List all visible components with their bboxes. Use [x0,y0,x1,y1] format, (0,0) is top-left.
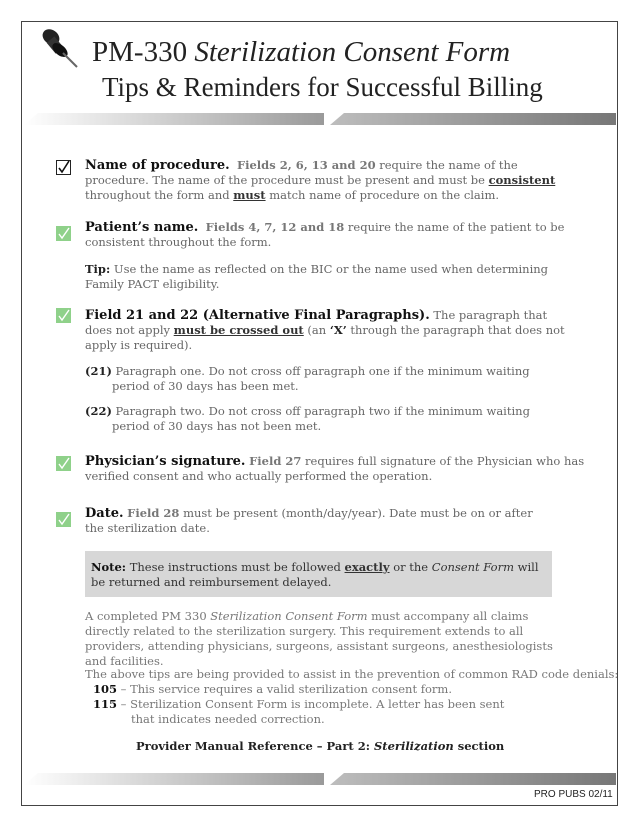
rad-codes-intro: The above tips are being provided to assist in the prevention of common RAD code denials: [85,667,619,681]
checkbox-green-icon [56,308,71,323]
patient-tip: Tip: Use the name as reflected on the BIC or the name used when determining Family PACT eligibility. [85,262,549,291]
top-left-bar [24,113,324,125]
bottom-left-bar [24,773,324,785]
checkbox-checked-icon [56,160,71,175]
section-physician: Physician’s signature. Field 27 requires full signature of the Physician who has verified consent and who actually performed the operation. [85,454,585,483]
paragraph-21: (21) Paragraph one. Do not cross off paragraph one if the minimum waiting period of 30 days has been met. [85,364,530,393]
page-subtitle: Tips & Reminders for Successful Billing [102,72,543,102]
section-procedure: Name of procedure. Fields 2, 6, 13 and 20 require the name of the procedure. The name of the procedure must be present and must be consistent throughout the form and must match name of procedure on the claim. [85,158,556,202]
checkbox-green-icon [56,512,71,527]
top-right-bar [330,113,616,125]
section-patient: Patient’s name. Fields 4, 7, 12 and 18 require the name of the patient to be consistent throughout the form. [85,220,565,249]
manual-reference: Provider Manual Reference – Part 2: Sterilization section [136,739,505,753]
note-box: Note: These instructions must be followed exactly or the Consent Form will be returned and reimbursement delayed. [85,551,552,597]
checkbox-green-icon [56,226,71,241]
rad-code-105: 105 – This service requires a valid sterilization consent form. [93,682,452,696]
footer-pubs: PRO PUBS 02/11 [534,789,613,800]
section-date: Date. Field 28 must be present (month/day/year). Date must be on or after the sterilization date. [85,506,533,535]
page-title: PM-330 Sterilization Consent Form [92,36,511,68]
rad-code-115-continued: that indicates needed correction. [131,712,325,726]
rad-code-115: 115 – Sterilization Consent Form is incomplete. A letter has been sent [93,697,505,711]
pushpin-icon [36,26,80,70]
bottom-right-bar [330,773,616,785]
checkbox-green-icon [56,456,71,471]
section-field-21-22: Field 21 and 22 (Alternative Final Paragraphs). The paragraph that does not apply must be crossed out (an ‘X’ through the paragraph that does not apply is required). [85,308,565,352]
paragraph-22: (22) Paragraph two. Do not cross off paragraph two if the minimum waiting period of 30 days has not been met. [85,404,530,433]
requirement-paragraph: A completed PM 330 Sterilization Consent Form must accompany all claims directly related to the sterilization surgery. This requirement extends to all providers, attending physicians, surgeons, assistant surgeons, anesthesiologists and facilities. [85,609,553,668]
rad-codes-paragraph [85,667,625,727]
